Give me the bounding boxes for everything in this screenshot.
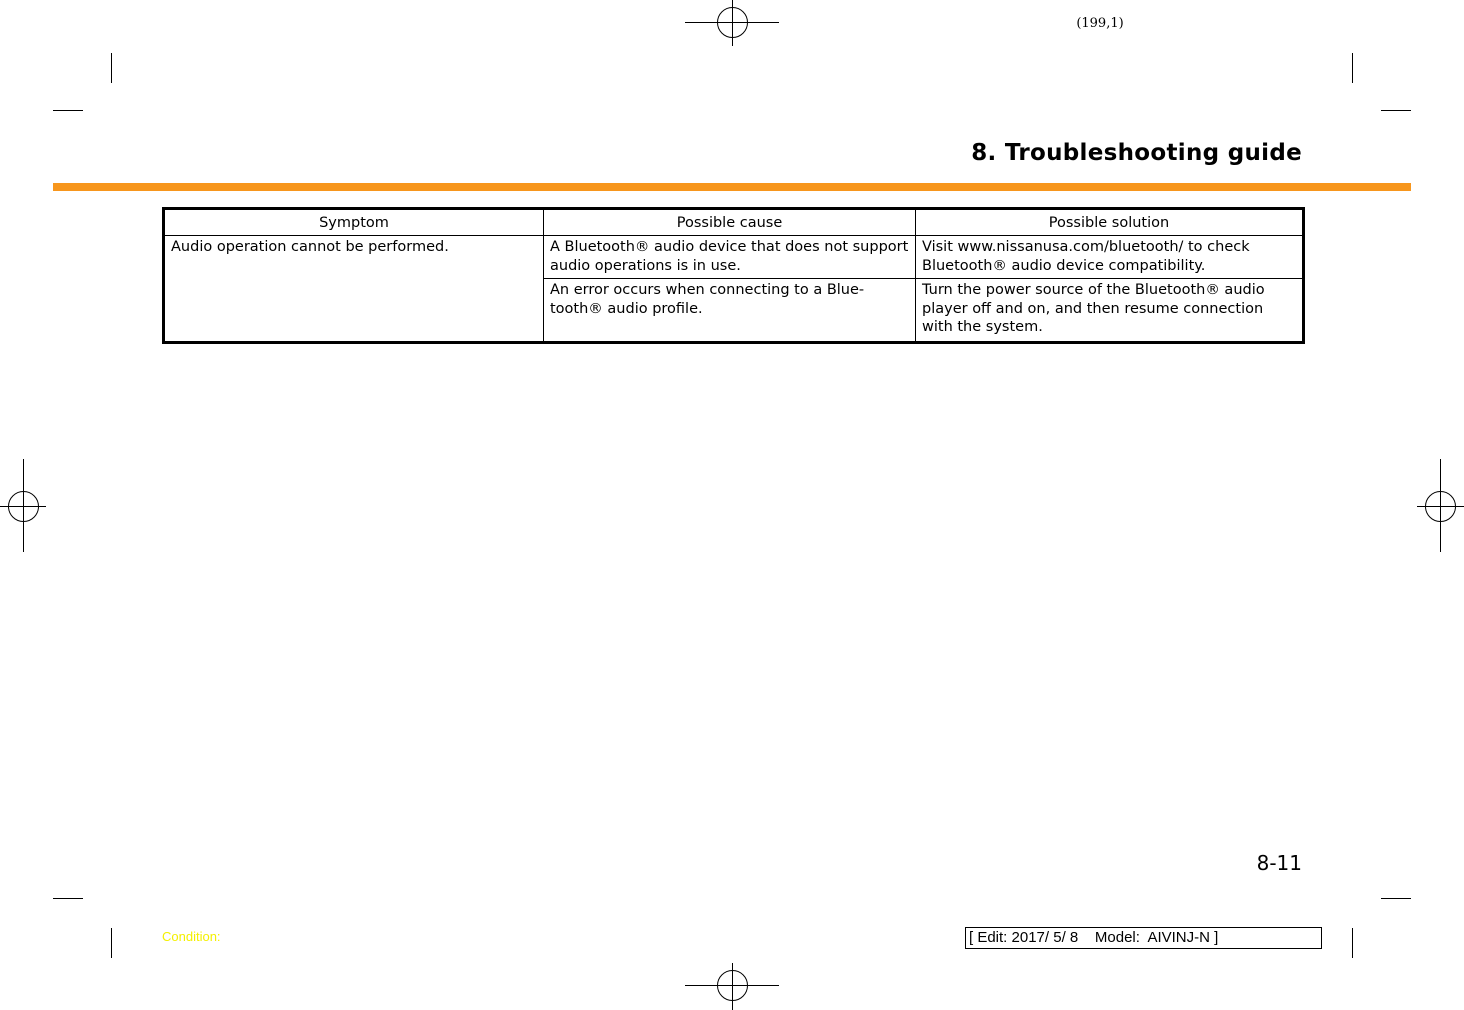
section-title: 8. Troubleshooting guide bbox=[971, 140, 1302, 166]
solution-cell: Turn the power source of the Bluetooth® audio player off and on, and then resume connection with the system. bbox=[916, 279, 1304, 343]
header-symptom: Symptom bbox=[164, 209, 544, 236]
solution-cell: Visit www.nissanusa.com/bluetooth/ to check Bluetooth® audio device compatibility. bbox=[916, 236, 1304, 279]
condition-label: Condition: bbox=[162, 929, 221, 944]
table-header-row bbox=[164, 209, 1304, 236]
header-possible-solution: Possible solution bbox=[916, 209, 1304, 236]
symptom-cell: Audio operation cannot be performed. bbox=[164, 236, 544, 343]
troubleshooting-table bbox=[162, 207, 1305, 344]
header-possible-cause: Possible cause bbox=[544, 209, 916, 236]
table-row bbox=[164, 236, 1304, 279]
edit-info-box: [ Edit: 2017/ 5/ 8 Model: AIVINJ-N ] bbox=[965, 927, 1322, 949]
page-number: 8-11 bbox=[1256, 851, 1302, 875]
page-code: (199,1) bbox=[1076, 16, 1124, 31]
accent-bar bbox=[53, 183, 1411, 191]
cause-cell: A Bluetooth® audio device that does not support audio operations is in use. bbox=[544, 236, 916, 279]
cause-cell: An error occurs when connecting to a Blue-tooth® audio profile. bbox=[544, 279, 916, 343]
